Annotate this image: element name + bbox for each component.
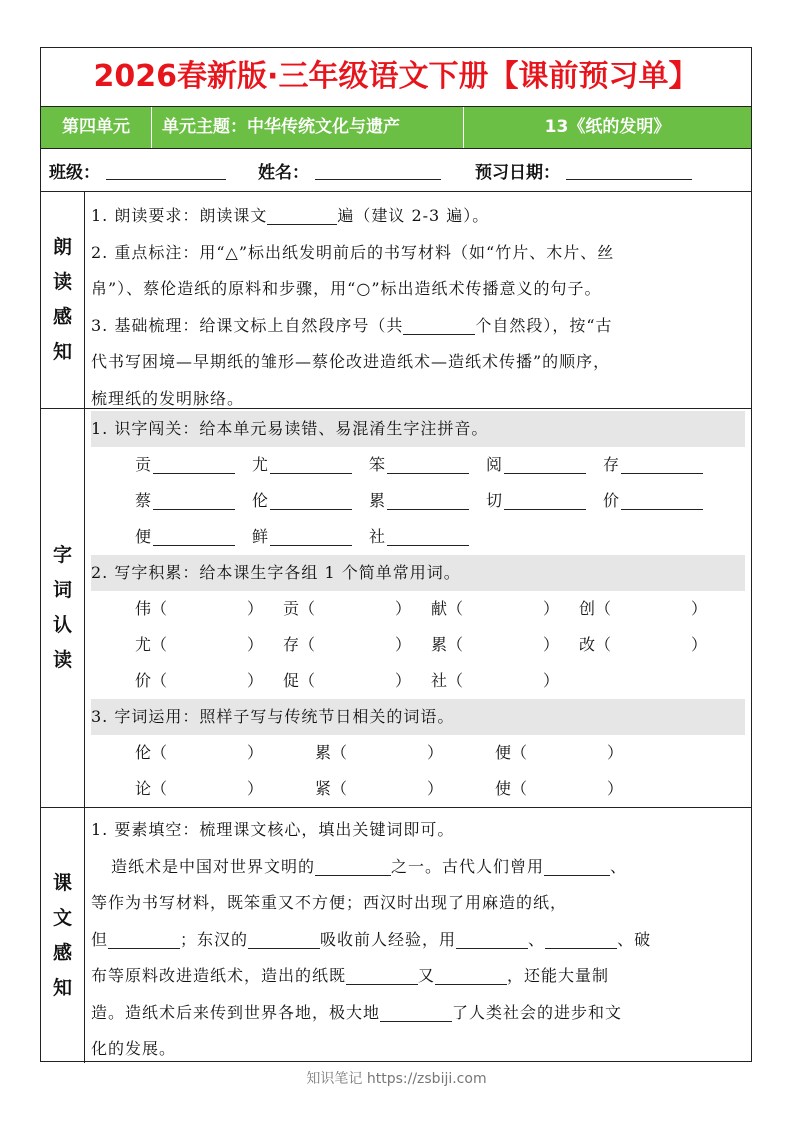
text: 遍（建议 2-3 遍）。 [337, 206, 490, 225]
char: 累 [315, 743, 332, 762]
char: 贡 [135, 455, 152, 474]
paren: （ [595, 599, 612, 618]
section-comprehension [41, 808, 751, 1063]
paren: ） [247, 635, 264, 654]
text: 造。造纸术后来传到世界各地，极大地 [91, 1002, 381, 1022]
pinyin-blank[interactable] [621, 453, 703, 474]
paren: （ [447, 635, 464, 654]
side-char: 词 [52, 579, 72, 601]
paren: ） [247, 743, 264, 762]
pinyin-cell [603, 447, 720, 483]
paren: ） [427, 779, 444, 798]
footer-watermark: 知识笔记 https://zsbiji.com [306, 1071, 487, 1087]
char: 尤 [135, 635, 152, 654]
question-heading: 1. 要素填空：梳理课文核心，填出关键词即可。 [91, 820, 455, 839]
side-char: 读 [52, 649, 72, 671]
class-blank[interactable] [106, 161, 226, 180]
char: 存 [603, 455, 620, 474]
paren: （ [151, 635, 168, 654]
word-cell [579, 627, 727, 663]
word-cell [579, 591, 727, 627]
text: ；东汉的 [180, 929, 249, 949]
char: 价 [135, 671, 152, 690]
reading-item-2-cont: 帛”）、蔡伦造纸的原料和步骤，用“○”标出造纸术传播意义的句子。 [91, 279, 602, 298]
paren: ） [247, 671, 264, 690]
class-label: 班级： [49, 162, 100, 183]
char: 贡 [283, 599, 300, 618]
pinyin-cell [135, 483, 252, 519]
text: 又 [418, 966, 436, 985]
section-body [85, 192, 751, 408]
pinyin-blank[interactable] [153, 525, 235, 546]
name-field [258, 158, 441, 183]
pinyin-cell [369, 519, 486, 555]
section-vocabulary [41, 409, 751, 808]
reading-item-3-end: 梳理纸的发明脉络。 [91, 388, 245, 408]
text: 、 [610, 856, 628, 876]
paren: ） [247, 779, 264, 798]
char: 献 [431, 599, 448, 618]
side-char: 感 [52, 306, 72, 328]
text: 造纸术是中国对世界文明的 [111, 856, 316, 876]
text: 1. 朗读要求：朗读课文 [91, 206, 268, 225]
side-char: 感 [52, 941, 72, 964]
usage-cell [495, 735, 675, 771]
pinyin-blank[interactable] [387, 525, 469, 546]
section-body [85, 808, 751, 1063]
text: 但 [91, 929, 109, 949]
paren: ） [691, 635, 708, 654]
char: 累 [369, 491, 386, 510]
char: 伦 [135, 743, 152, 762]
word-cell [135, 627, 283, 663]
char: 鲜 [252, 527, 269, 546]
text: 布等原料改进造纸术，造出的纸既 [91, 966, 347, 985]
word-cell [283, 591, 431, 627]
pinyin-cell [135, 447, 252, 483]
section-reading [41, 192, 751, 409]
pinyin-cell [369, 447, 486, 483]
info-row [41, 149, 751, 192]
char: 笨 [369, 455, 386, 474]
pinyin-cell [252, 447, 369, 483]
blank[interactable] [108, 928, 180, 949]
cloze-line-3 [91, 922, 747, 959]
name-blank[interactable] [315, 161, 441, 180]
side-char: 文 [52, 906, 72, 929]
cloze-line-4 [91, 958, 747, 995]
usage-cell [315, 771, 495, 807]
paren: ） [543, 635, 560, 654]
usage-cell [135, 735, 315, 771]
pinyin-cell [135, 519, 252, 555]
paren: （ [331, 743, 348, 762]
reading-item-2: 2. 重点标注：用“△”标出纸发明前后的书写材料（如“竹片、木片、丝 [91, 242, 615, 262]
pinyin-cell [252, 519, 369, 555]
section-label [41, 808, 85, 1063]
pinyin-cell [603, 483, 720, 519]
char: 社 [431, 671, 448, 690]
blank[interactable] [435, 964, 507, 985]
usage-cell [135, 771, 315, 807]
blank[interactable] [315, 855, 391, 876]
usage-cell [495, 771, 675, 807]
pinyin-blank[interactable] [270, 525, 352, 546]
pinyin-cell [369, 483, 486, 519]
char: 存 [283, 635, 300, 654]
paren: ） [607, 779, 624, 798]
side-char: 读 [52, 271, 72, 293]
date-blank[interactable] [566, 161, 692, 180]
unit-label: 第四单元 [41, 107, 152, 148]
usage-grid [91, 735, 747, 807]
text: 吸收前人经验，用 [320, 929, 457, 949]
blank[interactable] [380, 1001, 452, 1022]
pinyin-cell [252, 483, 369, 519]
pinyin-blank[interactable] [153, 453, 235, 474]
word-cell [283, 663, 431, 699]
paren: ） [543, 671, 560, 690]
unit-bar [41, 107, 751, 149]
section-body [85, 409, 751, 807]
reading-item-1 [91, 198, 747, 235]
question-heading: 1. 识字闯关：给本单元易读错、易混淆生字注拼音。 [91, 411, 745, 447]
name-label: 姓名： [258, 162, 309, 183]
paren: ） [427, 743, 444, 762]
text: 之一。古代人们曾用 [391, 856, 545, 876]
date-label: 预习日期： [475, 162, 560, 183]
cloze-line-6: 化的发展。 [91, 1039, 177, 1058]
section-label [41, 192, 85, 408]
paren: （ [151, 779, 168, 798]
char: 累 [431, 635, 448, 654]
text: 个自然段），按“古 [475, 315, 613, 335]
char: 促 [283, 671, 300, 690]
pinyin-blank[interactable] [270, 489, 352, 510]
text: 、 [528, 929, 546, 949]
char: 切 [486, 491, 503, 510]
word-grid [91, 591, 747, 699]
section-label [41, 409, 85, 807]
blank[interactable] [544, 855, 610, 876]
paren: （ [447, 671, 464, 690]
char: 紧 [315, 779, 332, 798]
pinyin-blank[interactable] [504, 489, 586, 510]
char: 价 [603, 491, 620, 510]
char: 论 [135, 779, 152, 798]
text: ，还能大量制 [507, 966, 610, 985]
paren: （ [151, 743, 168, 762]
lesson-title: 13《纸的发明》 [544, 117, 671, 137]
pinyin-blank[interactable] [270, 453, 352, 474]
char: 便 [495, 743, 512, 762]
paren: ） [543, 599, 560, 618]
paren: ） [395, 635, 412, 654]
blank[interactable] [248, 928, 320, 949]
date-field [475, 158, 692, 183]
char: 创 [579, 599, 596, 618]
paren: （ [511, 743, 528, 762]
word-cell [431, 663, 579, 699]
paren: （ [511, 779, 528, 798]
cloze-line-5 [91, 995, 747, 1032]
text: 了人类社会的进步和文 [452, 1002, 623, 1022]
blank[interactable] [403, 314, 475, 335]
paren: （ [151, 599, 168, 618]
usage-cell [315, 735, 495, 771]
char: 蔡 [135, 491, 152, 510]
char: 尤 [252, 455, 269, 474]
pinyin-blank[interactable] [387, 489, 469, 510]
reading-item-3 [91, 308, 747, 345]
pinyin-blank[interactable] [621, 489, 703, 510]
pinyin-cell [486, 447, 603, 483]
text: 3. 基础梳理：给课文标上自然段序号（共 [91, 315, 404, 335]
paren: ） [395, 599, 412, 618]
worksheet [40, 47, 752, 1062]
paren: ） [607, 743, 624, 762]
paren: ） [247, 599, 264, 618]
char: 便 [135, 527, 152, 546]
char: 社 [369, 527, 386, 546]
text: 、破 [617, 929, 652, 949]
pinyin-cell [486, 483, 603, 519]
blank[interactable] [456, 928, 528, 949]
word-cell [431, 591, 579, 627]
side-char: 朗 [52, 236, 72, 258]
blank[interactable] [346, 964, 418, 985]
paren: （ [595, 635, 612, 654]
paren: （ [299, 671, 316, 690]
word-cell [431, 627, 579, 663]
paren: （ [151, 671, 168, 690]
pinyin-grid [91, 447, 747, 555]
question-heading: 2. 写字积累：给本课生字各组 1 个简单常用词。 [91, 555, 745, 591]
paren: ） [395, 671, 412, 690]
side-char: 课 [52, 871, 72, 894]
pinyin-blank[interactable] [387, 453, 469, 474]
unit-theme: 单元主题：中华传统文化与遗产 [152, 107, 464, 148]
word-cell [135, 591, 283, 627]
paren: （ [299, 635, 316, 654]
blank[interactable] [267, 204, 337, 225]
char: 伟 [135, 599, 152, 618]
side-char: 知 [52, 341, 72, 363]
reading-item-3-cont: 代书写困境—早期纸的雏形—蔡伦改进造纸术—造纸术传播”的顺序， [91, 352, 611, 371]
pinyin-blank[interactable] [504, 453, 586, 474]
paren: （ [447, 599, 464, 618]
blank[interactable] [545, 928, 617, 949]
side-char: 认 [52, 614, 72, 636]
class-field [49, 158, 226, 183]
question-heading: 3. 字词运用：照样子写与传统节日相关的词语。 [91, 699, 745, 735]
paren: （ [299, 599, 316, 618]
char: 阅 [486, 455, 503, 474]
word-cell [283, 627, 431, 663]
paren: ） [691, 599, 708, 618]
side-char: 知 [52, 976, 72, 999]
paren: （ [331, 779, 348, 798]
pinyin-blank[interactable] [153, 489, 235, 510]
char: 使 [495, 779, 512, 798]
char: 改 [579, 635, 596, 654]
char: 伦 [252, 491, 269, 510]
cloze-line-2: 等作为书写材料，既笨重又不方便；西汉时出现了用麻造的纸， [91, 893, 568, 912]
page-title: 2026春新版·三年级语文下册【课前预习单】 [41, 48, 751, 107]
word-cell [135, 663, 283, 699]
cloze-line-1 [91, 849, 747, 886]
side-char: 字 [52, 544, 72, 566]
